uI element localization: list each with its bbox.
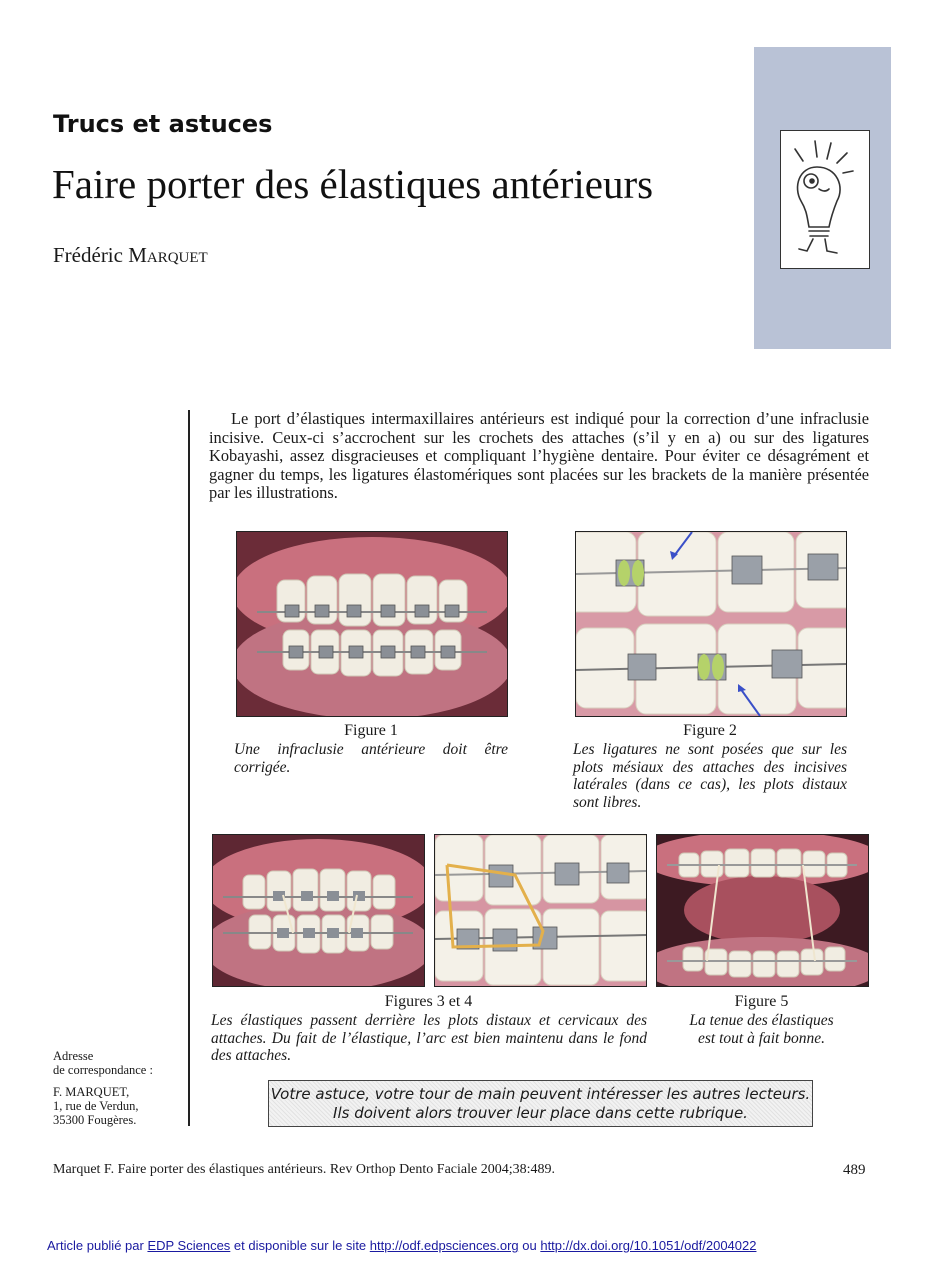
figure-2-title: Figure 2 xyxy=(683,722,737,739)
rubric-heading: Trucs et astuces xyxy=(53,110,273,138)
figure-5-photo xyxy=(656,834,869,987)
figures-3-4-caption: Les élastiques passent derrière les plots distaux et cervicaux des attaches. Du fait de l’élastique, l’arc est bien maintenu dans le fond des attaches. xyxy=(211,1012,647,1064)
margin-rule xyxy=(188,410,190,1126)
author-first-name: Frédéric xyxy=(53,243,123,267)
banner-or: ou xyxy=(518,1238,541,1253)
figure-1-title: Figure 1 xyxy=(344,722,398,739)
figure-2-photo xyxy=(575,531,847,717)
site-link[interactable]: http://odf.edpsciences.org xyxy=(369,1238,519,1253)
address-label-line-2: de correspondance : xyxy=(53,1063,153,1077)
doi-link[interactable]: http://dx.doi.org/10.1051/odf/2004022 xyxy=(540,1238,757,1253)
address-city: 35300 Fougères. xyxy=(53,1113,137,1127)
lightbulb-icon xyxy=(780,130,870,269)
correspondence-address xyxy=(53,1049,153,1127)
page-number: 489 xyxy=(843,1162,866,1178)
figure-5-caption xyxy=(656,1012,867,1047)
figure-1-photo xyxy=(236,531,508,717)
notice-line-2: Ils doivent alors trouver leur place dans cette rubrique. xyxy=(333,1104,748,1122)
address-label-line-1: Adresse xyxy=(53,1049,94,1063)
intro-paragraph: Le port d’élastiques intermaxillaires antérieurs est indiqué pour la correction d’une infraclusie incisive. Ceux-ci s’accrochent sur les crochets des attaches (s’il y en a) ou sur des ligatures Kobayashi, assez disgracieuses et compliquant l’hygiène dentaire. Pour éviter ce désagrément et gagner du temps, les ligatures élastomériques sont placées sur les brackets de la manière présentée par les illustrations. xyxy=(209,409,869,502)
figure-5-caption-line-1: La tenue des élastiques xyxy=(689,1012,834,1029)
citation: Marquet F. Faire porter des élastiques antérieurs. Rev Orthop Dento Faciale 2004;38:489. xyxy=(53,1162,555,1177)
figure-1-caption: Une infraclusie antérieure doit être corrigée. xyxy=(234,741,508,776)
figure-5-caption-line-2: est tout à fait bonne. xyxy=(697,1029,825,1047)
figure-2-caption: Les ligatures ne sont posées que sur les plots mésiaux des attaches des incisives latérales (dans ce cas), les plots distaux sont libres. xyxy=(573,741,847,811)
author xyxy=(53,243,208,268)
figure-3-photo xyxy=(212,834,425,987)
publisher-link[interactable]: EDP Sciences xyxy=(147,1238,231,1253)
submission-notice xyxy=(268,1080,813,1127)
article-title: Faire porter des élastiques antérieurs xyxy=(52,161,654,207)
banner-prefix: Article publié par xyxy=(47,1238,148,1253)
figure-4-photo xyxy=(434,834,647,987)
author-last-name: Marquet xyxy=(128,243,208,267)
figure-5-title: Figure 5 xyxy=(734,993,789,1010)
address-street: 1, rue de Verdun, xyxy=(53,1099,139,1113)
address-name: F. MARQUET, xyxy=(53,1085,130,1099)
figures-3-4-title: Figures 3 et 4 xyxy=(384,993,473,1010)
notice-line-1: Votre astuce, votre tour de main peuvent intéresser les autres lecteurs. xyxy=(270,1085,811,1103)
banner-middle: et disponible sur le site xyxy=(230,1238,370,1253)
publisher-banner xyxy=(47,1238,756,1253)
